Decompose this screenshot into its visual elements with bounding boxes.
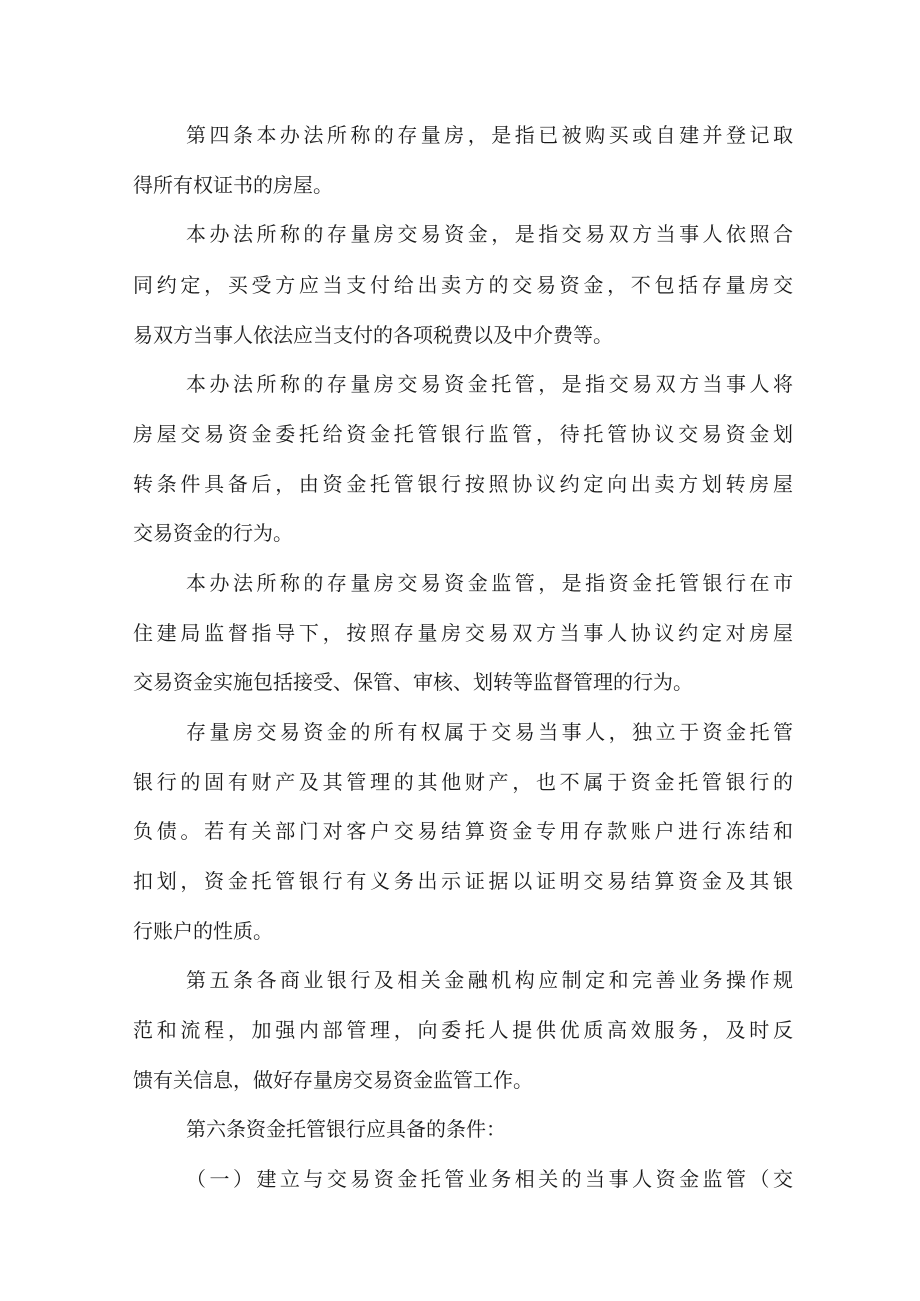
text-line: 本办法所称的存量房交易资金，是指交易双方当事人依照合 — [186, 222, 793, 246]
text-line: 易双方当事人依法应当支付的各项税费以及中介费等。 — [133, 323, 613, 347]
text-line: 同约定，买受方应当支付给出卖方的交易资金，不包括存量房交 — [133, 273, 793, 297]
text-line: 交易资金的行为。 — [133, 521, 293, 545]
text-line: 转条件具备后，由资金托管银行按照协议约定向出卖方划转房屋 — [133, 472, 793, 496]
text-line: 第六条资金托管银行应具备的条件： — [186, 1117, 506, 1141]
text-line: 房屋交易资金委托给资金托管银行监管，待托管协议交易资金划 — [133, 422, 793, 446]
text-line: 馈有关信息，做好存量房交易资金监管工作。 — [133, 1068, 533, 1092]
text-line: 得所有权证书的房屋。 — [133, 173, 333, 197]
text-line: 存量房交易资金的所有权属于交易当事人，独立于资金托管 — [186, 720, 793, 744]
text-line: 交易资金实施包括接受、保管、审核、划转等监督管理的行为。 — [133, 670, 693, 694]
text-line: 住建局监督指导下，按照存量房交易双方当事人协议约定对房屋 — [133, 621, 793, 645]
text-line: 范和流程，加强内部管理，向委托人提供优质高效服务，及时反 — [133, 1018, 793, 1042]
text-line: 第五条各商业银行及相关金融机构应制定和完善业务操作规 — [186, 968, 793, 992]
text-line: 银行的固有财产及其管理的其他财产，也不属于资金托管银行的 — [133, 770, 793, 794]
text-line: 第四条本办法所称的存量房，是指已被购买或自建并登记取 — [186, 123, 793, 147]
text-line: 行账户的性质。 — [133, 919, 273, 943]
text-line: （一）建立与交易资金托管业务相关的当事人资金监管（交 — [186, 1167, 793, 1191]
text-line: 负债。若有关部门对客户交易结算资金专用存款账户进行冻结和 — [133, 819, 793, 843]
text-line: 本办法所称的存量房交易资金监管，是指资金托管银行在市 — [186, 571, 793, 595]
text-line: 本办法所称的存量房交易资金托管，是指交易双方当事人将 — [186, 372, 793, 396]
text-line: 扣划，资金托管银行有义务出示证据以证明交易结算资金及其银 — [133, 869, 793, 893]
